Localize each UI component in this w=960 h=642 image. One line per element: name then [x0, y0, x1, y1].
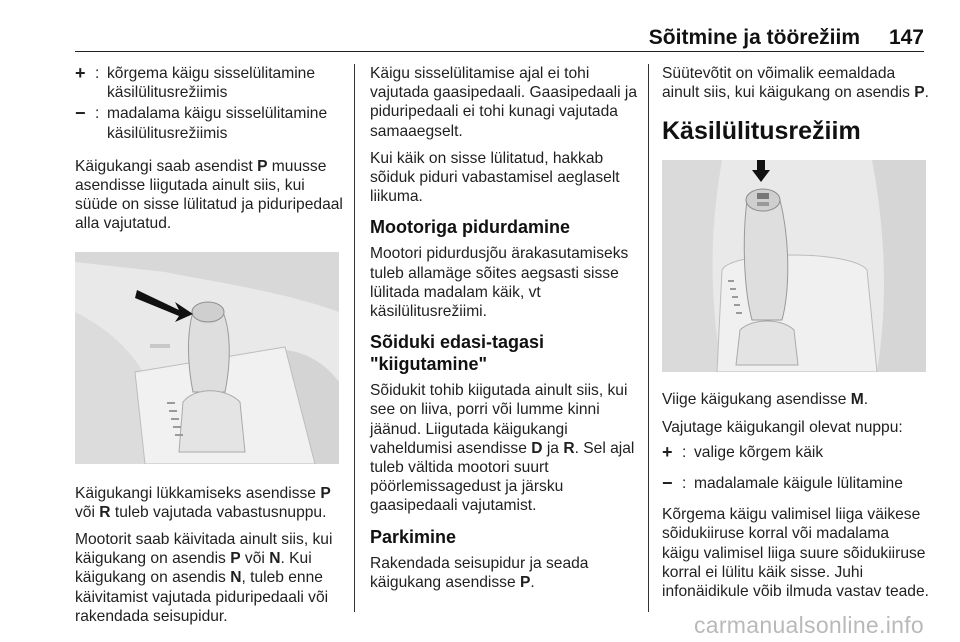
legend-text: valige kõrgem käik: [694, 443, 824, 461]
page-header: [0, 0, 960, 52]
column-3: [662, 64, 930, 609]
paragraph: Mootorit saab käivitada ainult siis, kui käigukang on asendis P või N. Kui käigukang on asendis N, tuleb enne käivitamist vajutada piduripedaali või rakendada seisupidur.: [75, 531, 333, 625]
paragraph: Süütevõtit on võimalik eemaldada ainult siis, kui käigukang on asendis P.: [662, 65, 929, 102]
legend-text: madalamale käigule lülitamine: [694, 475, 903, 493]
paragraph: Käigukangi lükkamiseks asendisse P või R tuleb vajutada vabastusnuppu.: [75, 484, 331, 521]
paragraph: Viige käigukang asendisse M.: [662, 391, 869, 409]
manual-mode-gear-lever-illustration: [662, 160, 926, 372]
plus-icon: +: [662, 441, 673, 462]
watermark: carmanualsonline.info: [693, 612, 924, 638]
minus-icon: −: [662, 473, 673, 494]
paragraph: Käigukangi saab asendist P muusse asendisse liigutada ainult siis, kui süüde on sisse lülitatud ja piduripedaal alla vajutatud.: [75, 157, 343, 233]
legend-item-upshift: + : kõrgema käigu sisselülitamine käsilülitusrežiimis: [75, 64, 343, 102]
column-1: [75, 64, 343, 634]
paragraph: Sõidukit tohib kiigutada ainult siis, kui see on liiva, porri või lumme kinni jäänud. Liigutada käigukangi vaheldumisi asendisse D ja R. Sel ajal tuleb vältida mootori suurt pöörlemissagedust ja järsku gaasipedaali vajutamist.: [370, 382, 635, 515]
paragraph: Mootori pidurdusjõu ärakasutamiseks tuleb allamäge sõites aegsasti sisse lülitada madalam käik, vt käsilülitusrežiimi.: [370, 245, 629, 321]
section-heading: Parkimine: [370, 526, 457, 547]
column-divider-1: [354, 64, 355, 612]
legend-item-upshift: + : valige kõrgem käik: [662, 443, 930, 462]
section-title: Käsilülitusrežiim: [662, 117, 861, 146]
chapter-title: Sõitmine ja töörežiim: [648, 26, 860, 49]
paragraph: Kui käik on sisse lülitatud, hakkab sõiduk piduri vabastamisel aeglaselt liikuma.: [370, 149, 620, 206]
header-rule: [75, 51, 924, 52]
section-heading: Sõiduki edasi-tagasi "kiigutamine": [370, 332, 545, 375]
paragraph: Kõrgema käigu valimisel liiga väikese sõidukiiruse korral või madalama käigu valimisel liiga suure sõidukiiruse korral ei lülitu käik sisse. Juhi infonäidikule võib ilmuda vastav teade.: [662, 506, 929, 601]
legend-item-downshift: − : madalamale käigule lülitamine: [662, 474, 930, 493]
column-2: [370, 64, 638, 600]
column-divider-2: [648, 64, 649, 612]
legend-item-downshift: − : madalama käigu sisselülitamine käsilülitusrežiimis: [75, 104, 343, 142]
page-number: 147: [888, 26, 924, 49]
paragraph: Vajutage käigukangil olevat nuppu:: [662, 418, 903, 436]
legend-text: madalama käigu sisselülitamine käsilülitusrežiimis: [107, 105, 328, 142]
minus-icon: −: [75, 103, 86, 124]
paragraph: Käigu sisselülitamise ajal ei tohi vajutada gaasipedaali. Gaasipedaali ja piduripedaali ei tohi kunagi vajutada samaaegselt.: [370, 65, 638, 140]
gear-lever-release-button-illustration: [75, 252, 339, 464]
section-heading: Mootoriga pidurdamine: [370, 217, 570, 238]
plus-icon: +: [75, 63, 86, 83]
legend-text: kõrgema käigu sisselülitamine käsilülitusrežiimis: [107, 65, 316, 102]
paragraph: Rakendada seisupidur ja seada käigukang asendisse P.: [370, 554, 589, 591]
